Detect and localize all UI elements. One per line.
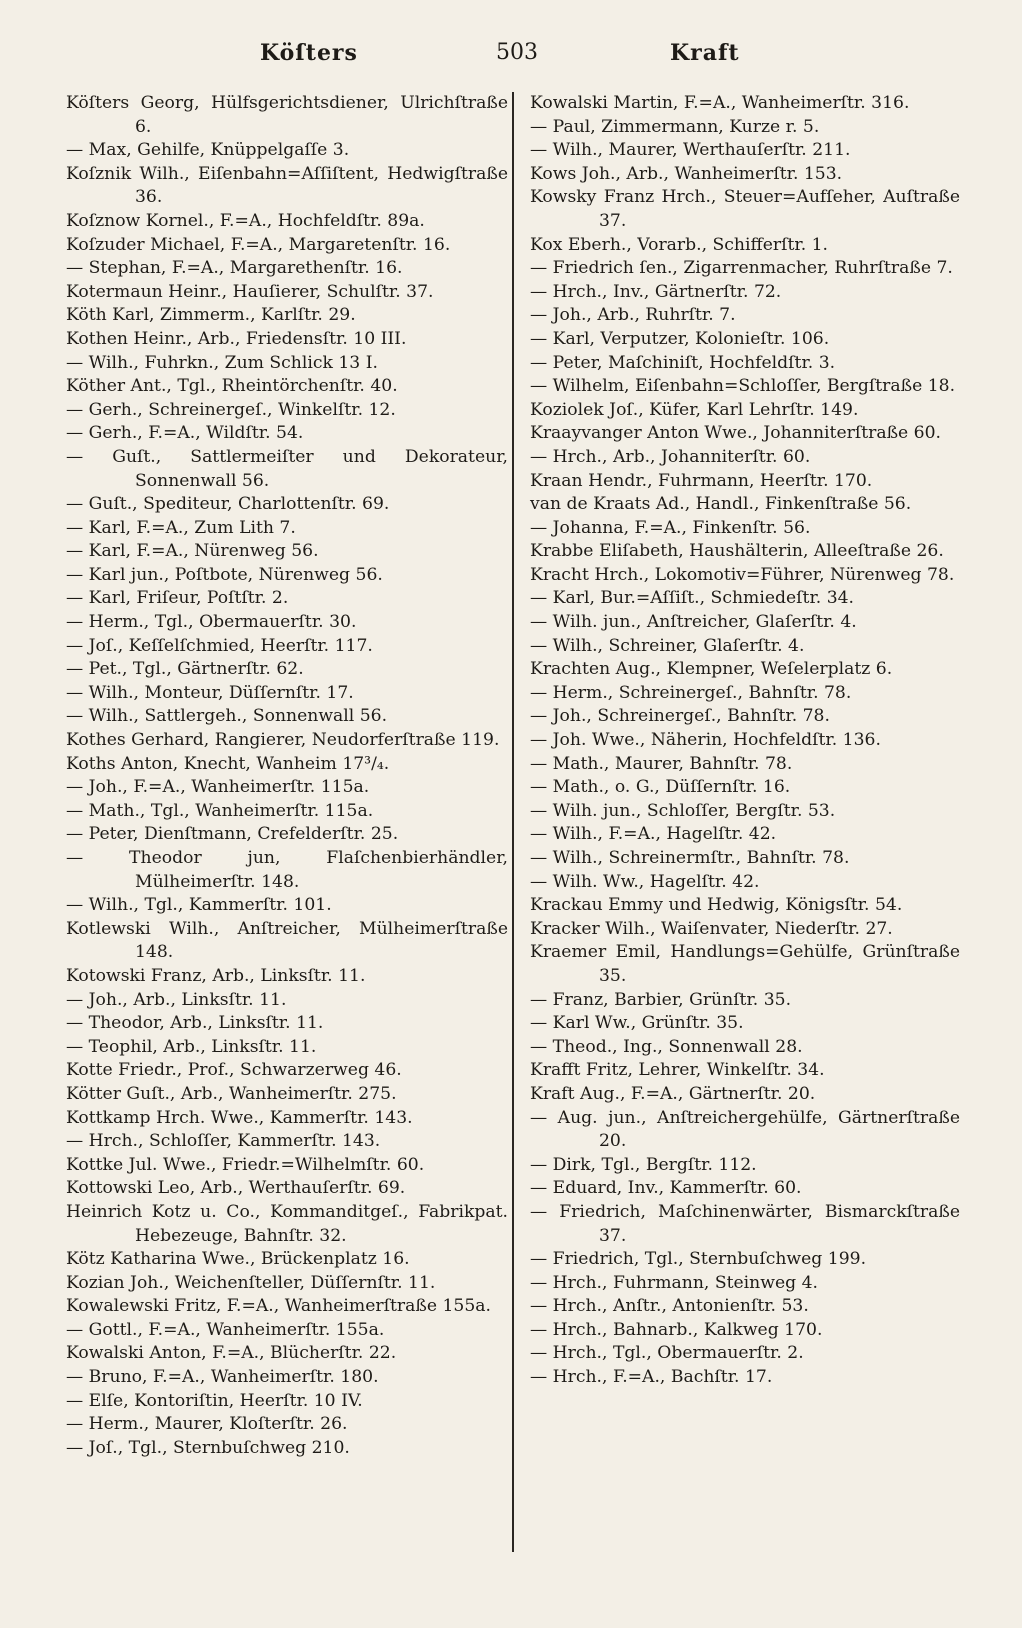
directory-entry: — Joh., F.=A., Wanheimerſtr. 115a. [66,777,370,798]
directory-entry: — Hrch., Tgl., Obermauerſtr. 2. [530,1343,804,1364]
directory-entry: — Hrch., Fuhrmann, Steinweg 4. [530,1272,818,1293]
directory-entry: Kotlewski Wilh., Anſtreicher, Mülheimerſtraße 148. [66,918,508,963]
directory-entry: Koſznow Kornel., F.=A., Hochfeldſtr. 89a. [66,210,425,231]
directory-entry: — Joſ., Tgl., Sternbuſchweg 210. [66,1437,350,1458]
directory-entry: — Hrch., Bahnarb., Kalkweg 170. [530,1319,823,1340]
directory-entry: — Karl, Friſeur, Poſtſtr. 2. [66,588,289,609]
directory-entry: Kox Eberh., Vorarb., Schifferſtr. 1. [530,234,829,255]
directory-entry: Kraan Hendr., Fuhrmann, Heerſtr. 170. [530,470,873,491]
directory-entry: Kothen Heinr., Arb., Friedensſtr. 10 III. [66,328,407,349]
directory-entry: — Friedrich, Tgl., Sternbuſchweg 199. [530,1249,867,1270]
directory-entry: Kraayvanger Anton Wwe., Johanniterſtraße 60. [530,423,942,444]
directory-entry: Kraft Aug., F.=A., Gärtnerſtr. 20. [530,1083,816,1104]
directory-entry: Krackau Emmy und Hedwig, Königsſtr. 54. [530,895,903,916]
directory-entry: — Wilh., Schreinermſtr., Bahnſtr. 78. [530,848,850,868]
column-divider [512,92,514,1552]
directory-entry: Kotermaun Heinr., Hauſierer, Schulſtr. 37. [66,281,434,302]
directory-entry: — Herm., Tgl., Obermauerſtr. 30. [66,612,357,633]
directory-entry: Köth Karl, Zimmerm., Karlſtr. 29. [66,305,356,326]
directory-entry: — Peter, Maſchiniſt, Hochfeldſtr. 3. [530,352,836,373]
directory-entry: Koths Anton, Knecht, Wanheim 17³/₄. [66,753,390,774]
directory-entry: — Friedrich, Maſchinenwärter, Bismarckſtraße 37. [530,1201,960,1246]
directory-entry: Kothes Gerhard, Rangierer, Neudorferſtraße 119. [66,730,500,751]
directory-entry: Krabbe Eliſabeth, Haushälterin, Alleeſtraße 26. [530,541,944,562]
directory-entry: Heinrich Kotz u. Co., Kommanditgeſ., Fabrikpat. Hebezeuge, Bahnſtr. 32. [66,1201,508,1246]
directory-entry: — Wilh., Schreiner, Glaſerſtr. 4. [530,635,805,656]
directory-entry: — Karl Ww., Grünſtr. 35. [530,1013,744,1034]
directory-entry: — Pet., Tgl., Gärtnerſtr. 62. [66,659,304,680]
directory-entry: Kötter Guſt., Arb., Wanheimerſtr. 275. [66,1083,397,1104]
header-left-keyword: Köſters [260,40,358,66]
directory-entry: — Gerh., Schreinergeſ., Winkelſtr. 12. [66,399,396,420]
page-header [60,40,962,80]
directory-entry: Kottkamp Hrch. Wwe., Kammerſtr. 143. [66,1107,413,1128]
directory-entry: — Aug. jun., Anſtreichergehülfe, Gärtnerſtraße 20. [530,1107,960,1152]
directory-entry: — Wilh. jun., Anſtreicher, Glaſerſtr. 4. [530,612,857,633]
directory-entry: — Stephan, F.=A., Margarethenſtr. 16. [66,258,403,279]
directory-entry: Kowalski Martin, F.=A., Wanheimerſtr. 316. [530,93,910,113]
directory-entry: Köther Ant., Tgl., Rheintörchenſtr. 40. [66,376,398,397]
directory-entry: — Karl, F.=A., Zum Lith 7. [66,517,296,538]
directory-entry: — Wilh. jun., Schloſſer, Bergſtr. 53. [530,800,836,821]
directory-entry: — Hrch., F.=A., Bachſtr. 17. [530,1367,773,1388]
directory-entry: Kotte Friedr., Prof., Schwarzerweg 46. [66,1060,402,1081]
directory-entry: Krachten Aug., Klempner, Weſelerplatz 6. [530,659,893,680]
directory-entry: — Gottl., F.=A., Wanheimerſtr. 155a. [66,1319,385,1340]
directory-entry: — Joh. Wwe., Näherin, Hochfeldſtr. 136. [530,730,881,751]
directory-entry: — Theod., Ing., Sonnenwall 28. [530,1036,803,1057]
directory-entry: — Math., Maurer, Bahnſtr. 78. [530,753,793,774]
directory-entry: Kowalski Anton, F.=A., Blücherſtr. 22. [66,1343,397,1364]
left-column [66,92,508,1460]
header-right-keyword: Kraft [670,40,740,66]
directory-entry: — Wilh., F.=A., Hagelſtr. 42. [530,824,777,845]
directory-entry: — Wilhelm, Eiſenbahn=Schloſſer, Bergſtraße 18. [530,376,956,397]
directory-entry: — Joſ., Keſſelſchmied, Heerſtr. 117. [66,635,373,656]
directory-entry: Kötz Katharina Wwe., Brückenplatz 16. [66,1249,410,1270]
directory-entry: — Karl, F.=A., Nürenweg 56. [66,541,319,562]
directory-entry: — Elſe, Kontoriſtin, Heerſtr. 10 IV. [66,1390,363,1411]
directory-entry: Kottke Jul. Wwe., Friedr.=Wilhelmſtr. 60. [66,1154,425,1175]
directory-entry: — Wilh., Monteur, Düſſernſtr. 17. [66,682,354,703]
directory-entry: — Wilh., Sattlergeh., Sonnenwall 56. [66,706,388,727]
directory-entry: — Friedrich ſen., Zigarrenmacher, Ruhrſtraße 7. [530,258,953,279]
directory-entry: — Gerh., F.=A., Wildſtr. 54. [66,423,304,444]
directory-entry: — Wilh. Ww., Hagelſtr. 42. [530,871,760,892]
directory-entry: — Herm., Maurer, Kloſterſtr. 26. [66,1414,348,1435]
directory-entry: — Hrch., Schloſſer, Kammerſtr. 143. [66,1131,381,1152]
directory-entry: — Theodor, Arb., Linksſtr. 11. [66,1013,324,1034]
directory-entry: van de Kraats Ad., Handl., Finkenſtraße 56. [530,494,912,515]
directory-entry: — Hrch., Inv., Gärtnerſtr. 72. [530,281,782,302]
directory-entry: — Guſt., Spediteur, Charlottenſtr. 69. [66,494,390,515]
directory-entry: — Franz, Barbier, Grünſtr. 35. [530,989,792,1010]
directory-entry: — Joh., Arb., Linksſtr. 11. [66,989,287,1010]
directory-entry: Kracker Wilh., Waiſenvater, Niederſtr. 27. [530,918,893,939]
directory-entry: — Teophil, Arb., Linksſtr. 11. [66,1036,317,1057]
directory-entry: Koſzuder Michael, F.=A., Margaretenſtr. 16. [66,234,451,255]
directory-entry: Kowalewski Fritz, F.=A., Wanheimerſtraße 155a. [66,1296,491,1317]
directory-entry: — Peter, Dienſtmann, Crefelderſtr. 25. [66,824,399,845]
directory-entry: — Wilh., Maurer, Werthauſerſtr. 211. [530,140,851,161]
directory-entry: — Joh., Schreinergeſ., Bahnſtr. 78. [530,706,830,727]
directory-entry: — Karl, Verputzer, Kolonieſtr. 106. [530,328,830,349]
directory-entry: — Eduard, Inv., Kammerſtr. 60. [530,1178,802,1199]
directory-entry: — Hrch., Anſtr., Antonienſtr. 53. [530,1296,809,1317]
directory-entry: — Hrch., Arb., Johanniterſtr. 60. [530,446,811,467]
directory-entry: — Joh., Arb., Ruhrſtr. 7. [530,305,736,326]
directory-entry: Krafft Fritz, Lehrer, Winkelſtr. 34. [530,1060,825,1081]
directory-entry: Kottowski Leo, Arb., Werthauſerſtr. 69. [66,1178,406,1199]
directory-entry: — Guſt., Sattlermeiſter und Dekorateur, Sonnenwall 56. [66,446,508,491]
directory-entry: Koziolek Joſ., Küfer, Karl Lehrſtr. 149. [530,399,859,420]
directory-entry: Kracht Hrch., Lokomotiv=Führer, Nürenweg 78. [530,564,955,585]
directory-entry: — Wilh., Fuhrkn., Zum Schlick 13 I. [66,352,378,373]
directory-entry: Kows Joh., Arb., Wanheimerſtr. 153. [530,163,843,184]
directory-entry: — Paul, Zimmermann, Kurze r. 5. [530,116,820,137]
directory-entry: Kraemer Emil, Handlungs=Gehülfe, Grünſtraße 35. [530,942,960,986]
right-column [530,92,960,1390]
directory-entry: Kowsky Franz Hrch., Steuer=Aufſeher, Auſtraße 37. [530,187,960,231]
directory-entry: — Karl, Bur.=Aſſiſt., Schmiedeſtr. 34. [530,588,855,609]
directory-entry: — Max, Gehilfe, Knüppelgaſſe 3. [66,140,350,161]
directory-entry: — Wilh., Tgl., Kammerſtr. 101. [66,895,332,916]
directory-entry: — Dirk, Tgl., Bergſtr. 112. [530,1154,757,1175]
directory-entry: Kozian Joh., Weichenſteller, Düſſernſtr. 11. [66,1272,436,1293]
directory-entry: — Bruno, F.=A., Wanheimerſtr. 180. [66,1367,379,1388]
directory-entry: — Math., o. G., Düſſernſtr. 16. [530,777,791,798]
directory-entry: — Theodor jun, Flaſchenbierhändler, Mülheimerſtr. 148. [66,848,508,892]
directory-entry: Köſters Georg, Hülfsgerichtsdiener, Ulrichſtraße 6. [66,93,508,137]
page-number: 503 [496,40,538,65]
directory-entry: Koſznik Wilh., Eiſenbahn=Aſſiſtent, Hedwigſtraße 36. [66,163,508,208]
directory-entry: — Johanna, F.=A., Finkenſtr. 56. [530,517,811,538]
directory-entry: — Herm., Schreinergeſ., Bahnſtr. 78. [530,682,852,703]
directory-entry: — Math., Tgl., Wanheimerſtr. 115a. [66,800,374,821]
directory-entry: — Karl jun., Poſtbote, Nürenweg 56. [66,564,383,585]
directory-entry: Kotowski Franz, Arb., Linksſtr. 11. [66,965,366,986]
